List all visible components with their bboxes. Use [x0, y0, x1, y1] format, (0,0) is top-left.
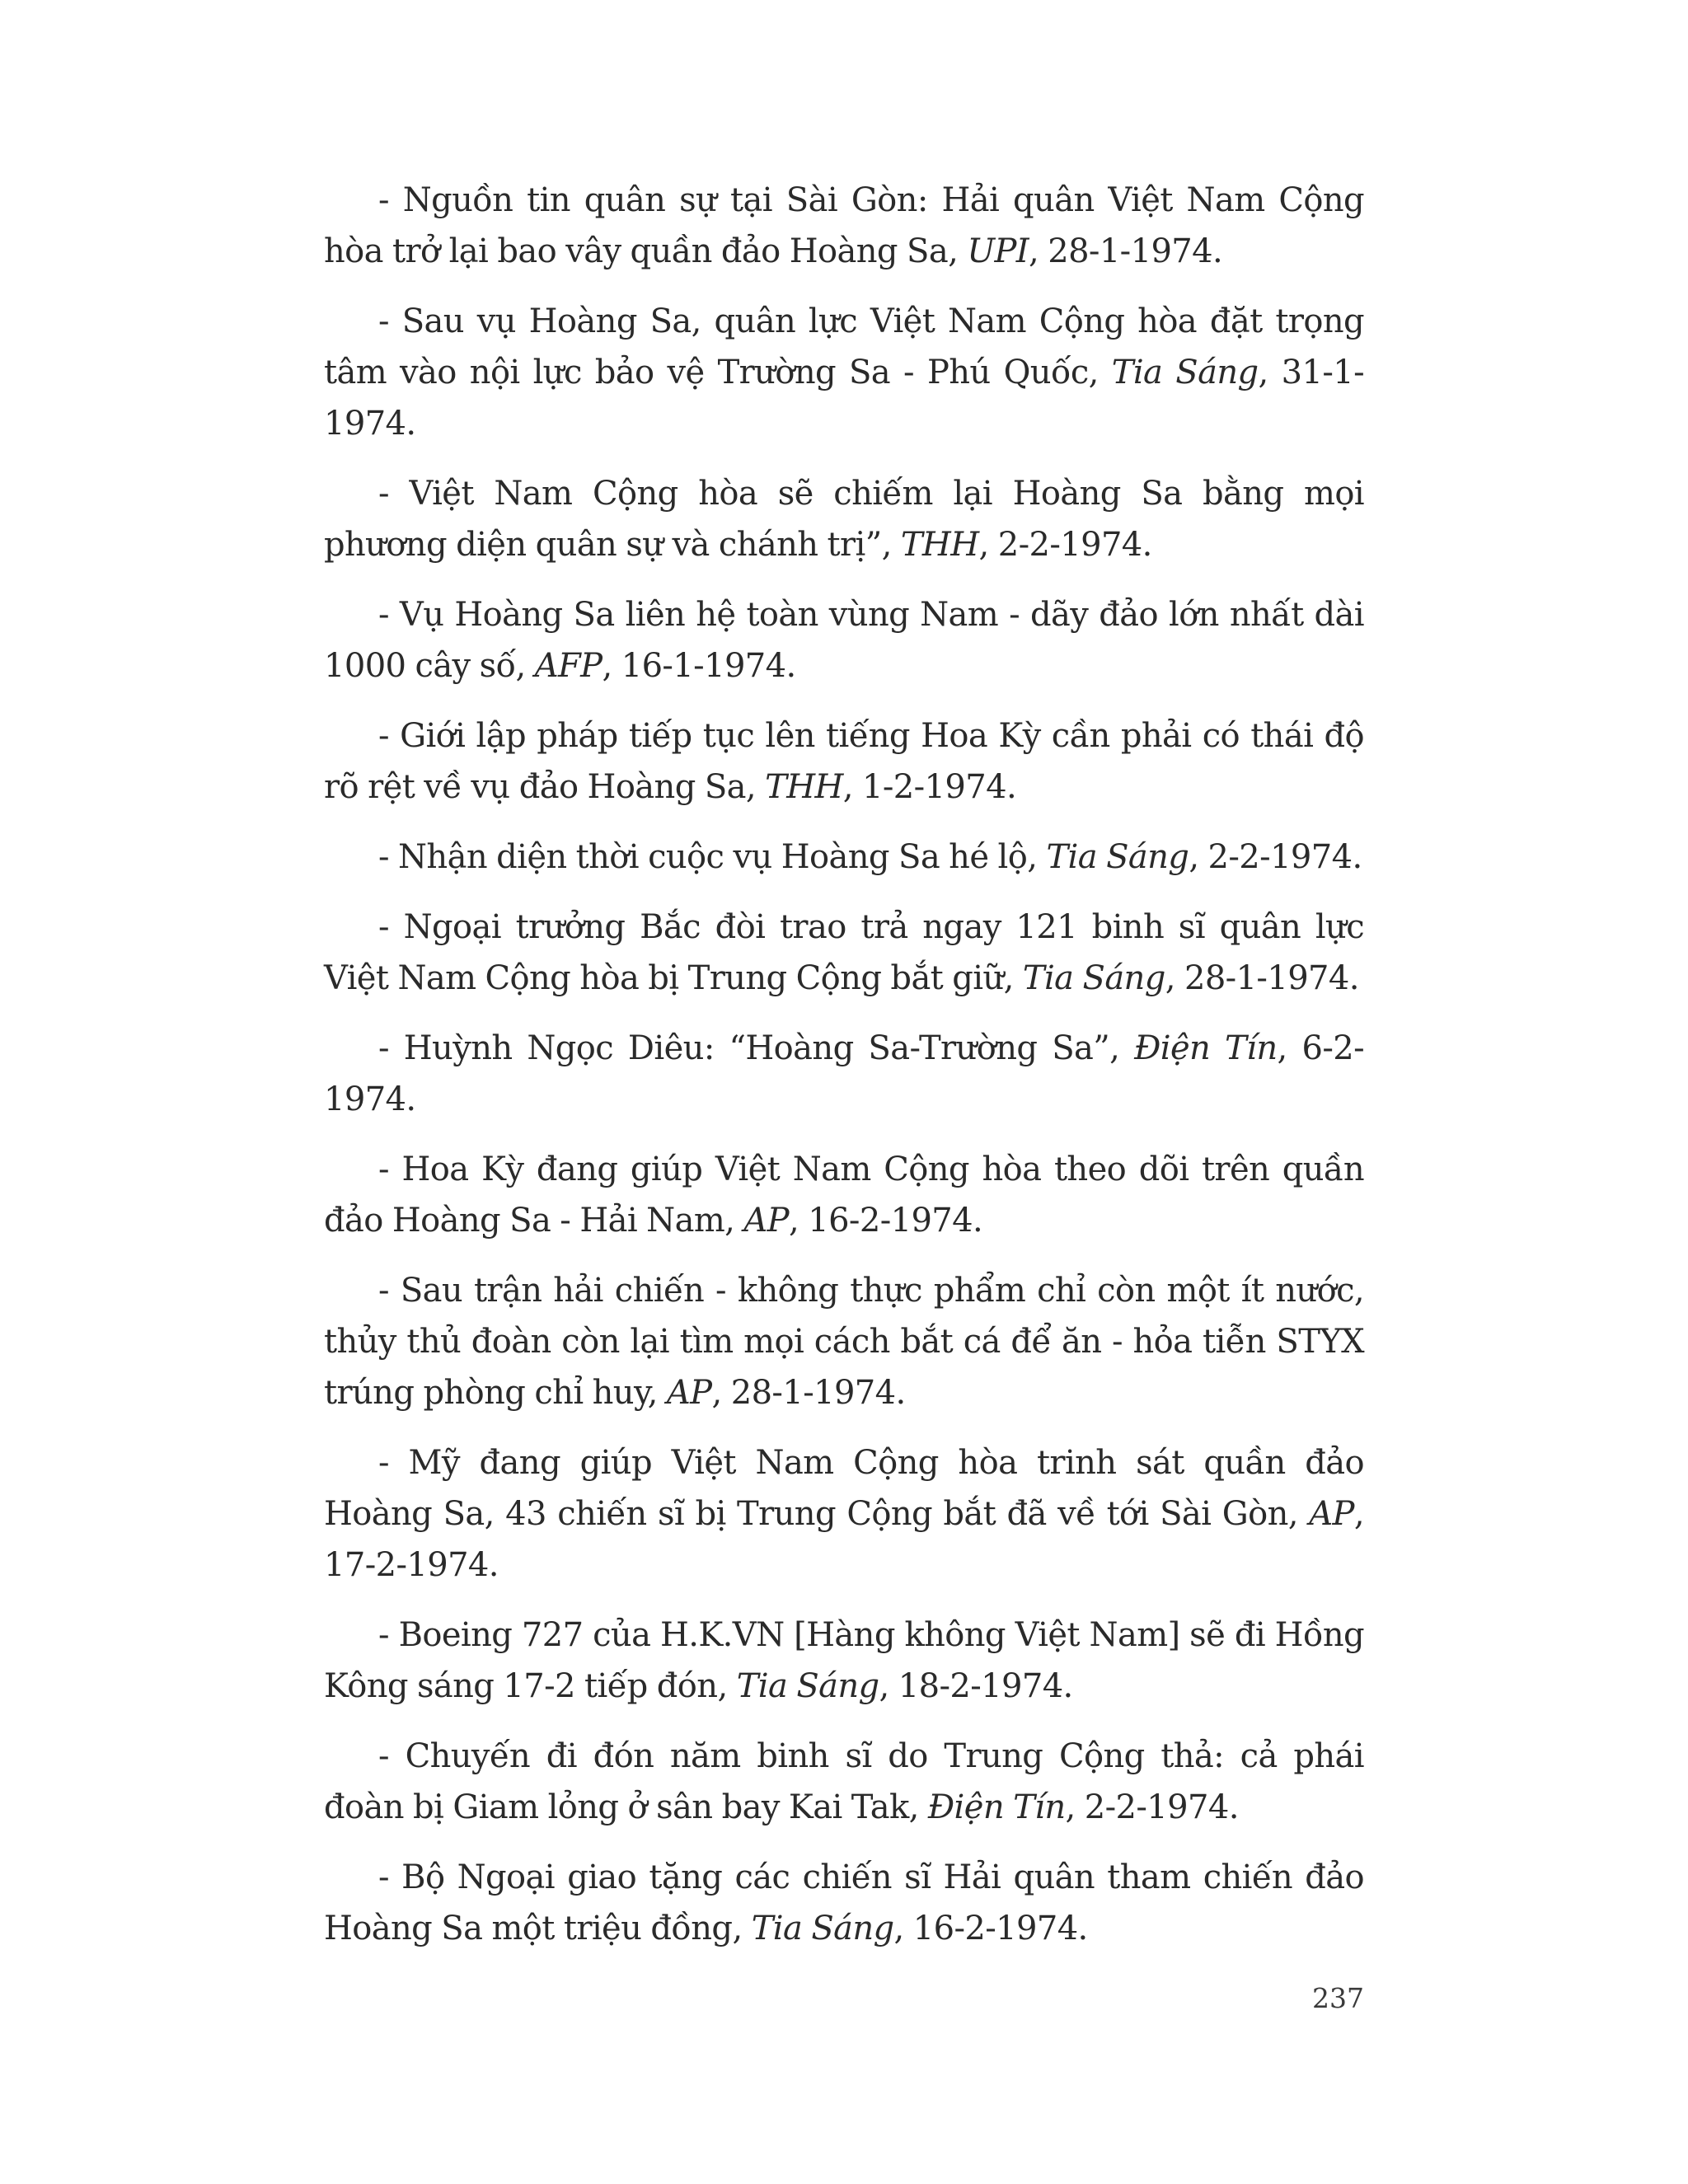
- entry-source: THH: [900, 526, 979, 564]
- bibliography-entry: [324, 296, 1364, 449]
- entry-title: - Huỳnh Ngọc Diêu: “Hoàng Sa-Trường Sa”,: [378, 1029, 1135, 1067]
- entry-date: , 28-1-1974.: [1165, 959, 1359, 997]
- entry-title: - Vụ Hoàng Sa liên hệ toàn vùng Nam - dãy đảo lớn nhất dài 1000 cây số,: [324, 596, 1364, 685]
- entry-source: Tia Sáng: [751, 1910, 894, 1947]
- entry-source: Điện Tín: [927, 1788, 1066, 1826]
- entry-title: - Hoa Kỳ đang giúp Việt Nam Cộng hòa theo dõi trên quần đảo Hoàng Sa - Hải Nam,: [324, 1151, 1364, 1240]
- bibliography-entry: [324, 710, 1364, 813]
- bibliography-list: [324, 175, 1364, 1973]
- bibliography-entry: [324, 1144, 1364, 1246]
- bibliography-entry: [324, 175, 1364, 277]
- bibliography-entry: [324, 1610, 1364, 1712]
- entry-date: , 16-1-1974.: [602, 647, 796, 685]
- entry-title: - Nhận diện thời cuộc vụ Hoàng Sa hé lộ,: [378, 838, 1047, 876]
- entry-date: , 28-1-1974.: [711, 1374, 906, 1412]
- entry-date: , 28-1-1974.: [1028, 232, 1223, 270]
- bibliography-entry: [324, 832, 1364, 883]
- entry-date: , 18-2-1974.: [879, 1667, 1073, 1705]
- entry-title: - Ngoại trưởng Bắc đòi trao trả ngay 121 binh sĩ quân lực Việt Nam Cộng hòa bị Trung Cộng bắt giữ,: [324, 908, 1364, 997]
- entry-title: - Boeing 727 của H.K.VN [Hàng không Việt Nam] sẽ đi Hồng Kông sáng 17-2 tiếp đón,: [324, 1616, 1364, 1705]
- entry-source: Tia Sáng: [1022, 959, 1165, 997]
- entry-title: - Sau trận hải chiến - không thực phẩm chỉ còn một ít nước, thủy thủ đoàn còn lại tìm mọi cách bắt cá để ăn - hỏa tiễn STYX trúng phòng chỉ huy,: [324, 1272, 1364, 1412]
- bibliography-entry: [324, 1731, 1364, 1833]
- entry-source: AP: [1309, 1495, 1354, 1533]
- entry-source: AP: [666, 1374, 712, 1412]
- entry-title: - Nguồn tin quân sự tại Sài Gòn: Hải quân Việt Nam Cộng hòa trở lại bao vây quần đảo Hoàng Sa,: [324, 181, 1364, 270]
- entry-date: , 16-2-1974.: [789, 1202, 983, 1240]
- bibliography-entry: [324, 468, 1364, 570]
- bibliography-entry: [324, 589, 1364, 691]
- entry-date: , 1-2-1974.: [842, 768, 1017, 806]
- entry-source: THH: [765, 768, 843, 806]
- bibliography-entry: [324, 1265, 1364, 1418]
- bibliography-entry: [324, 902, 1364, 1004]
- entry-title: - Mỹ đang giúp Việt Nam Cộng hòa trinh sát quần đảo Hoàng Sa, 43 chiến sĩ bị Trung Cộng bắt đã về tới Sài Gòn,: [324, 1444, 1364, 1533]
- entry-title: - Chuyến đi đón năm binh sĩ do Trung Cộng thả: cả phái đoàn bị Giam lỏng ở sân bay Kai Tak,: [324, 1737, 1364, 1826]
- entry-title: - Việt Nam Cộng hòa sẽ chiếm lại Hoàng Sa bằng mọi phương diện quân sự và chánh trị”,: [324, 475, 1364, 564]
- entry-date: , 16-2-1974.: [893, 1910, 1088, 1947]
- entry-source: Tia Sáng: [1111, 354, 1259, 391]
- entry-source: Điện Tín: [1134, 1029, 1278, 1067]
- bibliography-entry: [324, 1437, 1364, 1591]
- bibliography-entry: [324, 1023, 1364, 1125]
- entry-date: , 2-2-1974.: [978, 526, 1152, 564]
- entry-title: - Bộ Ngoại giao tặng các chiến sĩ Hải quân tham chiến đảo Hoàng Sa một triệu đồng,: [324, 1858, 1364, 1947]
- entry-date: , 2-2-1974.: [1189, 838, 1362, 876]
- entry-source: Tia Sáng: [736, 1667, 879, 1705]
- entry-date: , 31-1-1974.: [324, 354, 1364, 443]
- entry-date: , 2-2-1974.: [1065, 1788, 1239, 1826]
- entry-date: , 17-2-1974.: [324, 1495, 1364, 1584]
- entry-source: UPI: [967, 232, 1029, 270]
- entry-date: , 6-2-1974.: [324, 1029, 1364, 1118]
- entry-source: AP: [743, 1202, 789, 1240]
- entry-title: - Giới lập pháp tiếp tục lên tiếng Hoa Kỳ cần phải có thái độ rõ rệt về vụ đảo Hoàng Sa,: [324, 717, 1364, 806]
- page-number: 237: [1312, 1982, 1364, 2014]
- entry-source: Tia Sáng: [1046, 838, 1189, 876]
- entry-source: AFP: [534, 647, 603, 685]
- entry-title: - Sau vụ Hoàng Sa, quân lực Việt Nam Cộng hòa đặt trọng tâm vào nội lực bảo vệ Trường Sa - Phú Quốc,: [324, 302, 1364, 391]
- bibliography-entry: [324, 1852, 1364, 1954]
